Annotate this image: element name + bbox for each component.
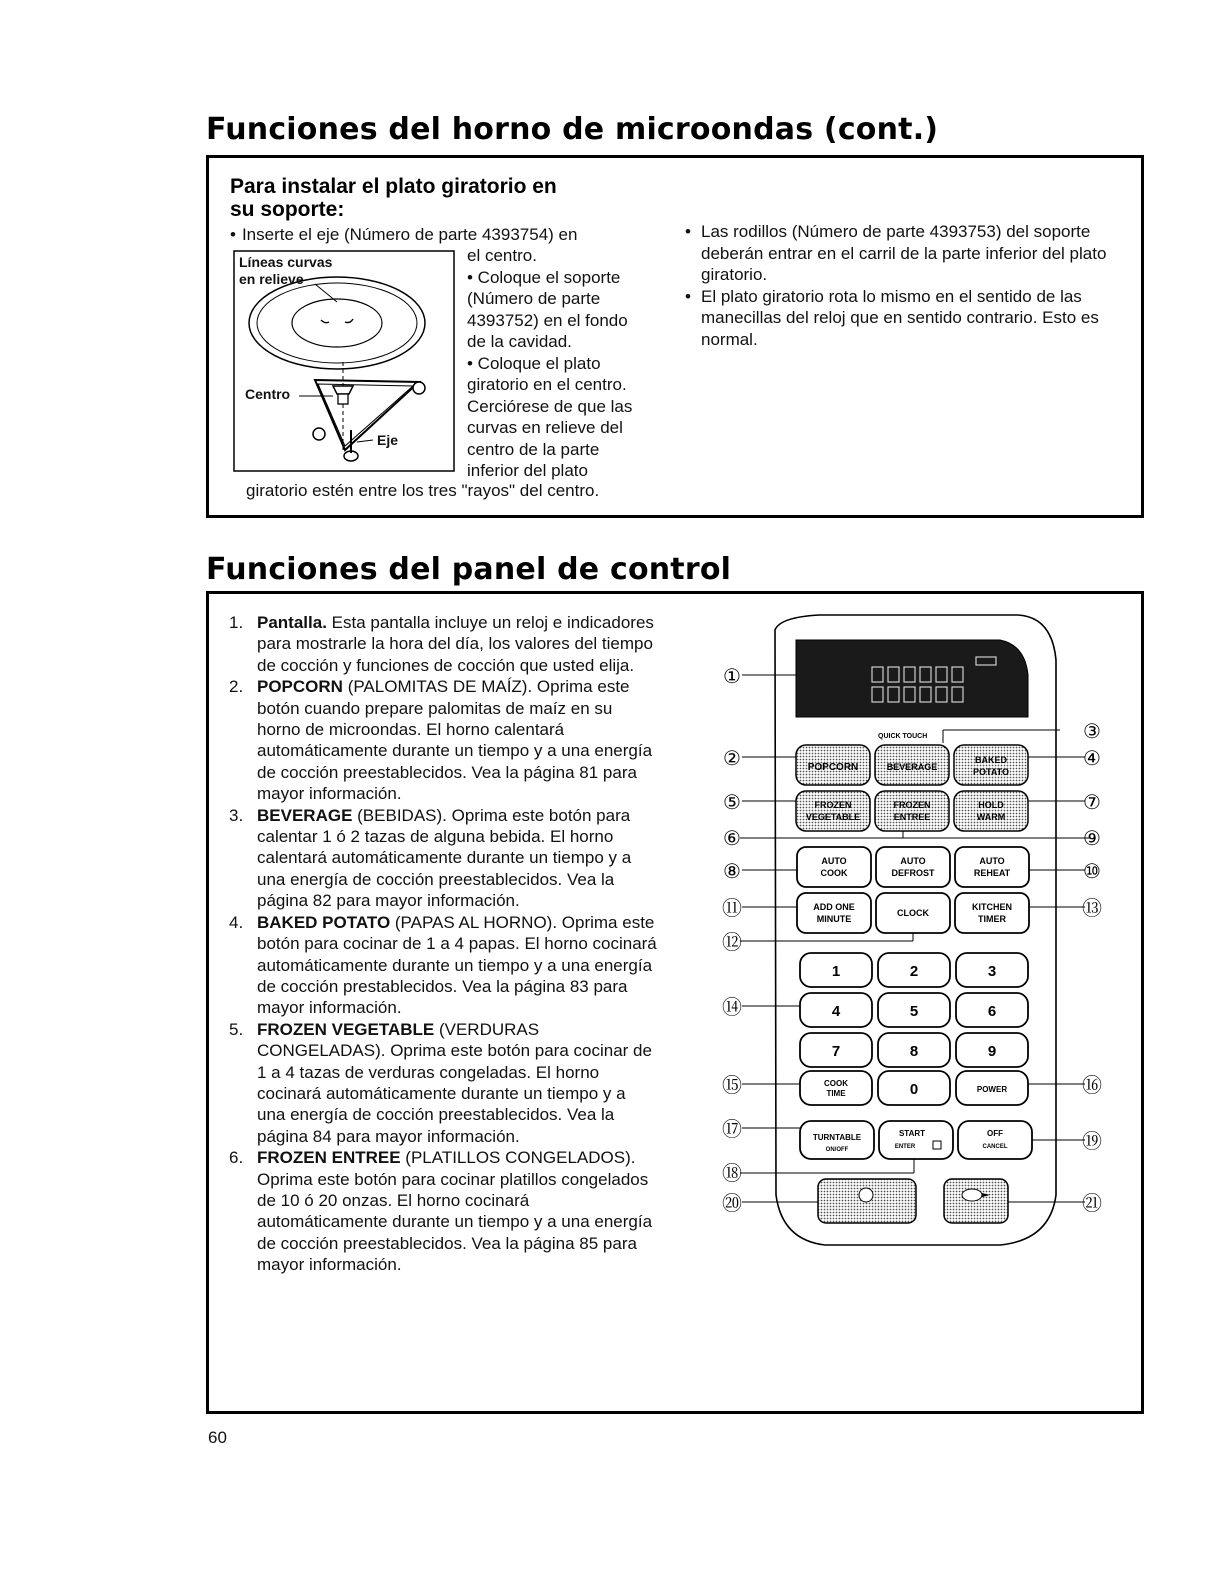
svg-text:ADD ONE: ADD ONE — [813, 902, 855, 912]
svg-text:COOK: COOK — [824, 1079, 848, 1088]
svg-text:6: 6 — [987, 1003, 997, 1020]
turntable-figure — [233, 250, 455, 472]
callout-8: ⑧ — [723, 861, 741, 883]
quick-touch-row-2 — [796, 791, 1028, 831]
callout-16: ⑯ — [1082, 1075, 1102, 1097]
list-item: 5. FROZEN VEGETABLE (VERDURAS CONGELADAS). Oprima este botón para cocinar de 1 a 4 tazas de verduras congeladas. El horno cocinará automáticamente durante un tiempo y a una energía de cocción preestablecidos. Vea la página 84 para mayor información. — [229, 1019, 652, 1146]
svg-text:MINUTE: MINUTE — [816, 914, 852, 924]
hold-warm-button[interactable] — [954, 791, 1028, 831]
list-item: 2. POPCORN (PALOMITAS DE MAÍZ). Oprima este botón cuando prepare palomitas de maíz en su horno de microondas. El horno calentará automáticamente durante un tiempo y a una energía de cocción preestablecidos. Vea la página 81 para mayor información. — [229, 677, 653, 804]
svg-text:ON/OFF: ON/OFF — [825, 1147, 849, 1153]
callout-10: ⑩ — [1083, 861, 1101, 883]
svg-text:3: 3 — [987, 963, 997, 980]
list-item: 6. FROZEN ENTREE (PLATILLOS CONGELADOS). Oprima este botón para cocinar platillos congelados de 10 ó 20 onzas. El horno cocinará automáticamente durante un tiempo y a una energía de cocción preestablecidos. Vea la página 85 para mayor información. — [229, 1148, 653, 1275]
side-line: • Coloque el soporte — [467, 267, 621, 287]
side-line: centro de la parte — [467, 439, 600, 459]
callout-2: ② — [723, 748, 741, 770]
light-icon — [962, 1189, 982, 1201]
callout-21: ㉑ — [1082, 1193, 1102, 1215]
add-one-minute-button[interactable] — [797, 893, 871, 933]
side-line: 4393752) en el fondo — [467, 310, 628, 330]
figure-label-center: Centro — [245, 386, 291, 402]
frozen-entree-button[interactable] — [875, 791, 949, 831]
list-item: 1. Pantalla. Esta pantalla incluye un reloj e indicadores para mostrarle la hora del día, los valores del tiempo de cocción y funciones de cocción que usted elija. — [229, 613, 654, 675]
callout-15: ⑮ — [722, 1075, 742, 1097]
callout-6: ⑥ — [723, 828, 741, 850]
side-line: giratorio en el centro. — [467, 375, 627, 394]
svg-text:HOLD: HOLD — [978, 800, 1004, 810]
callout-18: ⑱ — [722, 1163, 742, 1185]
svg-text:4: 4 — [831, 1003, 841, 1020]
svg-text:TIMER: TIMER — [978, 914, 1006, 924]
subheading-line2: su soporte: — [230, 198, 345, 221]
svg-text:OFF: OFF — [987, 1129, 1003, 1138]
callout-9: ⑨ — [1083, 828, 1101, 850]
svg-text:FROZEN: FROZEN — [814, 800, 852, 810]
side-line: curvas en relieve del — [467, 418, 623, 437]
bullet-insert-axis — [230, 224, 577, 246]
callout-12: ⑫ — [722, 932, 742, 954]
svg-text:8: 8 — [909, 1043, 919, 1060]
frozen-vegetable-button[interactable] — [796, 791, 870, 831]
figure-side-text — [467, 245, 667, 482]
off-cancel-button[interactable] — [958, 1121, 1032, 1159]
svg-text:AUTO: AUTO — [979, 856, 1005, 866]
svg-text:ENTER: ENTER — [894, 1144, 916, 1150]
section-title-control-panel: Funciones del panel de control — [206, 552, 732, 587]
subheading — [230, 175, 557, 221]
figure-last-line: giratorio estén entre los tres "rayos" del centro. — [246, 481, 600, 500]
svg-text:POTATO: POTATO — [973, 767, 1009, 777]
svg-text:BAKED: BAKED — [974, 755, 1008, 765]
svg-text:POPCORN: POPCORN — [807, 762, 859, 773]
callout-17: ⑰ — [722, 1119, 742, 1141]
svg-text:COOK: COOK — [820, 868, 848, 878]
baked-potato-button[interactable] — [954, 745, 1028, 785]
side-line: inferior del plato — [467, 461, 588, 480]
figure-label-curved-lines — [239, 254, 332, 288]
svg-text:FROZEN: FROZEN — [893, 800, 931, 810]
svg-text:0: 0 — [909, 1081, 919, 1098]
callout-13: ⑬ — [1082, 898, 1102, 920]
svg-text:7: 7 — [831, 1043, 841, 1060]
callout-14: ⑭ — [722, 997, 742, 1019]
svg-text:WARM: WARM — [976, 812, 1006, 822]
callout-7: ⑦ — [1083, 792, 1101, 814]
callout-1: ① — [723, 666, 741, 688]
start-button[interactable] — [879, 1121, 953, 1159]
callout-11: ⑪ — [722, 898, 742, 920]
bullet-rollers: • Las rodillos (Número de parte 4393753) del soporte deberán entrar en el carril de la parte inferior del plato giratorio. — [683, 221, 1128, 286]
label-curved: Líneas curvas — [239, 254, 333, 270]
quick-touch-row-1 — [796, 745, 1028, 785]
svg-text:AUTO: AUTO — [900, 856, 926, 866]
quick-touch-label: QUICK TOUCH — [878, 733, 928, 740]
auto-cook-button[interactable] — [797, 847, 871, 887]
auto-defrost-button[interactable] — [876, 847, 950, 887]
list-item: 4. BAKED POTATO (PAPAS AL HORNO). Oprima este botón para cocinar de 1 a 4 papas. El horno cocinará automáticamente durante un tiempo y a una energía de cocción prestablecidos. Vea la página 83 para mayor información. — [229, 912, 657, 1018]
svg-text:2: 2 — [909, 963, 919, 980]
label-relief: en relieve — [239, 271, 304, 287]
callout-3: ③ — [1083, 721, 1101, 743]
svg-text:AUTO: AUTO — [821, 856, 847, 866]
side-line: • Coloque el plato — [467, 353, 601, 373]
right-bullets — [683, 221, 1128, 350]
side-line: el centro. — [467, 246, 537, 265]
side-line: (Número de parte — [467, 289, 601, 308]
fan-icon — [859, 1188, 873, 1202]
bullet-rotation: • El plato giratorio rota lo mismo en el sentido de las manecillas del reloj que en sentido contrario. Esto es normal. — [683, 286, 1128, 351]
svg-text:1: 1 — [831, 963, 841, 980]
subheading-line1: Para instalar el plato giratorio en — [230, 175, 557, 198]
svg-text:CANCEL: CANCEL — [982, 1144, 1008, 1150]
section-title-turntable: Funciones del horno de microondas (cont.) — [206, 112, 939, 147]
svg-text:START: START — [898, 1129, 926, 1138]
list-item: 3. BEVERAGE (BEBIDAS). Oprima este botón para calentar 1 ó 2 tazas de alguna bebida. El horno calentará automáticamente durante un tiempo y a una energía de cocción preestablecidos. Vea la página 82 para mayor información. — [229, 805, 632, 911]
svg-text:CLOCK: CLOCK — [897, 908, 929, 918]
svg-text:5: 5 — [909, 1003, 919, 1020]
svg-text:KITCHEN: KITCHEN — [972, 902, 1012, 912]
figure-label-axis: Eje — [377, 432, 399, 448]
kitchen-timer-button[interactable] — [955, 893, 1029, 933]
svg-text:9: 9 — [987, 1043, 997, 1060]
svg-text:REHEAT: REHEAT — [973, 868, 1011, 878]
callout-5: ⑤ — [723, 792, 741, 814]
side-line: de la cavidad. — [467, 332, 572, 351]
svg-text:ENTREE: ENTREE — [893, 812, 931, 822]
cook-time-button[interactable] — [800, 1071, 872, 1105]
svg-text:BEVERAGE: BEVERAGE — [886, 762, 938, 772]
svg-text:TIME: TIME — [826, 1089, 846, 1098]
callout-19: ⑲ — [1082, 1131, 1102, 1153]
bullet-text: • Inserte el eje (Número de parte 4393754) en — [230, 225, 577, 244]
side-line: Cerciórese de que las — [467, 396, 633, 416]
callout-20: ⑳ — [722, 1193, 742, 1215]
svg-text:DEFROST: DEFROST — [891, 868, 935, 878]
callout-4: ④ — [1083, 748, 1101, 770]
page-number: 60 — [208, 1428, 227, 1447]
feature-list — [229, 612, 657, 1276]
svg-text:TURNTABLE: TURNTABLE — [812, 1133, 862, 1142]
svg-text:POWER: POWER — [976, 1085, 1008, 1094]
control-panel-diagram — [700, 605, 1130, 1255]
svg-text:VEGETABLE: VEGETABLE — [805, 812, 861, 822]
auto-reheat-button[interactable] — [955, 847, 1029, 887]
